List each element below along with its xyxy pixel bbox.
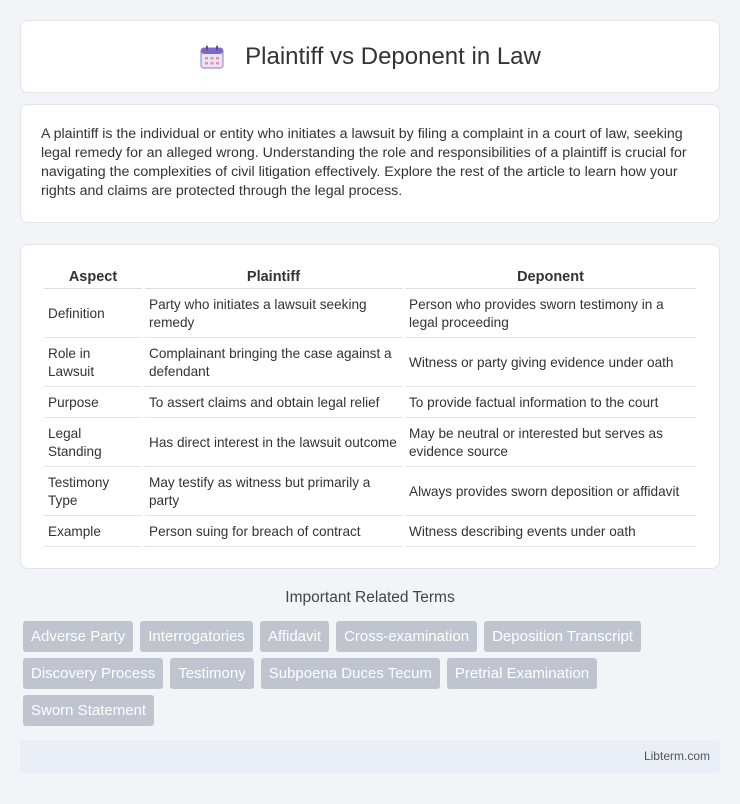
related-term-tag[interactable]: Interrogatories [140,621,253,652]
calendar-icon [199,44,225,70]
table-cell: Person who provides sworn testimony in a legal proceeding [405,291,696,338]
table-cell: Person suing for breach of contract [145,518,402,547]
column-header: Plaintiff [145,265,402,289]
footer-site-link[interactable]: Libterm.com [643,749,710,763]
comparison-card [20,244,720,569]
column-header: Deponent [405,265,696,289]
table-cell: Role in Lawsuit [44,340,142,387]
related-term-tag[interactable]: Adverse Party [23,621,133,652]
table-cell: Witness or party giving evidence under oath [405,340,696,387]
table-header-row [44,265,696,289]
table-cell: To assert claims and obtain legal relief [145,389,402,418]
table-cell: To provide factual information to the court [405,389,696,418]
table-row [44,389,696,418]
table-row [44,420,696,467]
intro-card [20,104,720,223]
table-cell: Complainant bringing the case against a defendant [145,340,402,387]
column-header: Aspect [44,265,142,289]
table-cell: Testimony Type [44,469,142,516]
table-cell: Has direct interest in the lawsuit outcome [145,420,402,467]
related-term-tag[interactable]: Subpoena Duces Tecum [261,658,440,689]
comparison-table [41,263,699,549]
related-term-tag[interactable]: Testimony [170,658,254,689]
table-row [44,340,696,387]
footer [20,740,720,773]
related-term-tag[interactable]: Pretrial Examination [447,658,597,689]
table-cell: Always provides sworn deposition or affidavit [405,469,696,516]
table-cell: Party who initiates a lawsuit seeking remedy [145,291,402,338]
table-cell: Example [44,518,142,547]
table-row [44,469,696,516]
table-cell: May testify as witness but primarily a party [145,469,402,516]
related-term-tag[interactable]: Deposition Transcript [484,621,641,652]
related-term-tag[interactable]: Cross-examination [336,621,477,652]
table-cell: Witness describing events under oath [405,518,696,547]
related-terms-list [23,621,723,732]
related-term-tag[interactable]: Sworn Statement [23,695,154,726]
intro-text: A plaintiff is the individual or entity who initiates a lawsuit by filing a complaint in a court of law, seeking legal remedy for an alleged wrong. Understanding the role and responsibilities of a plaintiff is crucial for navigating the complexities of civil litigation effectively. Explore the rest of the article to learn how your rights and claims are protected through the legal process. [41,126,687,199]
related-term-tag[interactable]: Affidavit [260,621,329,652]
related-term-tag[interactable]: Discovery Process [23,658,163,689]
table-row [44,291,696,338]
header-card [20,20,720,93]
table-row [44,518,696,547]
table-cell: Purpose [44,389,142,418]
page-title: Plaintiff vs Deponent in Law [245,42,541,70]
related-terms-title: Important Related Terms [285,589,455,606]
table-cell: Legal Standing [44,420,142,467]
table-cell: May be neutral or interested but serves as evidence source [405,420,696,467]
table-cell: Definition [44,291,142,338]
